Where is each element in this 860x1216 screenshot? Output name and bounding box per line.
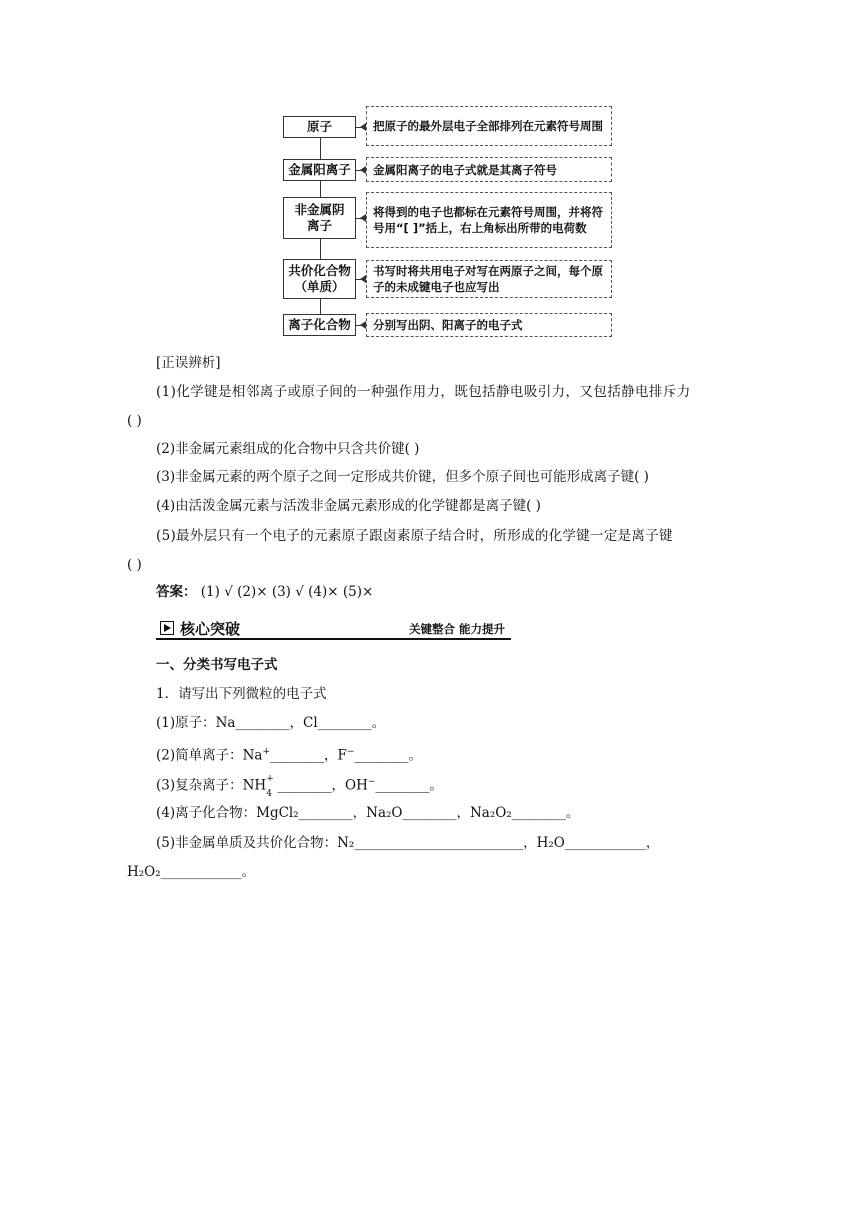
diagram-box-label: 非金属阴离子 — [294, 202, 345, 233]
question-line-2 — [156, 742, 422, 766]
section-title: 核心突破 — [180, 620, 241, 638]
diagram-note-text: 书写时将共用电子对写在两原子之间，每个原子的未成键电子也应写出 — [373, 264, 603, 294]
diagram-note-text: 将得到的电子也都标在元素符号周围，并将符号用“[ ]”括上，右上角标出所带的电荷数 — [373, 205, 603, 235]
q2-sup: − — [346, 747, 355, 757]
diagram-note-ionic — [366, 313, 612, 337]
q2-text: ________。 — [354, 747, 422, 764]
answer-label: 答案： — [156, 584, 197, 600]
diagram-box-label: 离子化合物 — [288, 317, 351, 332]
diagram-note-covalent — [366, 260, 612, 298]
play-icon — [160, 621, 174, 635]
q3-text: ________，OH — [273, 777, 368, 794]
q3-sup: − — [367, 777, 376, 787]
answer-line — [156, 582, 373, 602]
diagram-box-label: 金属阳离子 — [288, 162, 351, 177]
judge-item-5-blank: ( ) — [127, 557, 142, 573]
diagram-box-nonmetal-anion — [283, 197, 356, 239]
q3-sup: + — [266, 773, 274, 784]
section-subtitle: 关键整合 能力提升 — [408, 622, 505, 636]
diagram-box-metal-cation — [283, 159, 356, 181]
q3-sub: 4 — [266, 788, 272, 799]
q2-text: ________，F — [270, 747, 347, 764]
question-line-4: (4)离子化合物：MgCl₂________，Na₂O________，Na₂O₂________。 — [156, 805, 580, 821]
judge-item-3: (3)非金属元素的两个原子之间一定形成共价键，但多个原子间也可能形成离子键( ) — [156, 469, 649, 485]
diagram-note-atom — [366, 106, 612, 146]
question-line-5: (5)非金属单质及共价化合物：N₂_________________________，H₂O____________， — [156, 835, 660, 851]
judge-item-2: (2)非金属元素组成的化合物中只含共价键( ) — [156, 441, 420, 457]
q3-subsup — [266, 773, 274, 799]
section-underline — [156, 638, 511, 640]
question-line-3 — [156, 772, 443, 799]
question-line-1: (1)原子：Na________，Cl________。 — [156, 715, 386, 731]
part-heading: 一、分类书写电子式 — [156, 657, 278, 673]
judge-item-5: (5)最外层只有一个电子的元素原子跟卤素原子结合时，所形成的化学键一定是离子键 — [156, 528, 673, 544]
diagram-box-covalent — [283, 259, 356, 299]
q2-text: (2)简单离子：Na — [156, 747, 263, 764]
diagram-note-text: 分别写出阴、阳离子的电子式 — [373, 318, 523, 332]
judge-item-4: (4)由活泼金属元素与活泼非金属元素形成的化学键都是离子键( ) — [156, 498, 541, 514]
diagram-box-label: 共价化合物（单质） — [288, 263, 351, 294]
q3-text: ________。 — [375, 777, 443, 794]
q2-sup: + — [262, 747, 271, 757]
diagram-box-ionic — [283, 314, 356, 336]
answer-text: (1) √ (2)× (3) √ (4)× (5)× — [196, 584, 374, 600]
section-header — [156, 618, 511, 640]
diagram-note-nonmetal-anion — [366, 192, 612, 248]
question-1: 1．请写出下列微粒的电子式 — [156, 686, 327, 702]
diagram-box-label: 原子 — [306, 119, 332, 134]
question-line-6: H₂O₂____________。 — [127, 864, 256, 880]
diagram-note-text: 把原子的最外层电子全部排列在元素符号周围 — [373, 119, 603, 133]
diagram-note-metal-cation — [366, 157, 612, 182]
diagram-box-atom — [283, 116, 356, 138]
diagram-note-text: 金属阳离子的电子式就是其离子符号 — [373, 162, 557, 177]
q3-text: (3)复杂离子：NH — [156, 777, 267, 794]
judge-heading: [正误辨析] — [156, 355, 221, 371]
judge-item-1: (1)化学键是相邻离子或原子间的一种强作用力，既包括静电吸引力，又包括静电排斥力 — [156, 384, 691, 400]
judge-item-1-blank: ( ) — [127, 413, 142, 429]
